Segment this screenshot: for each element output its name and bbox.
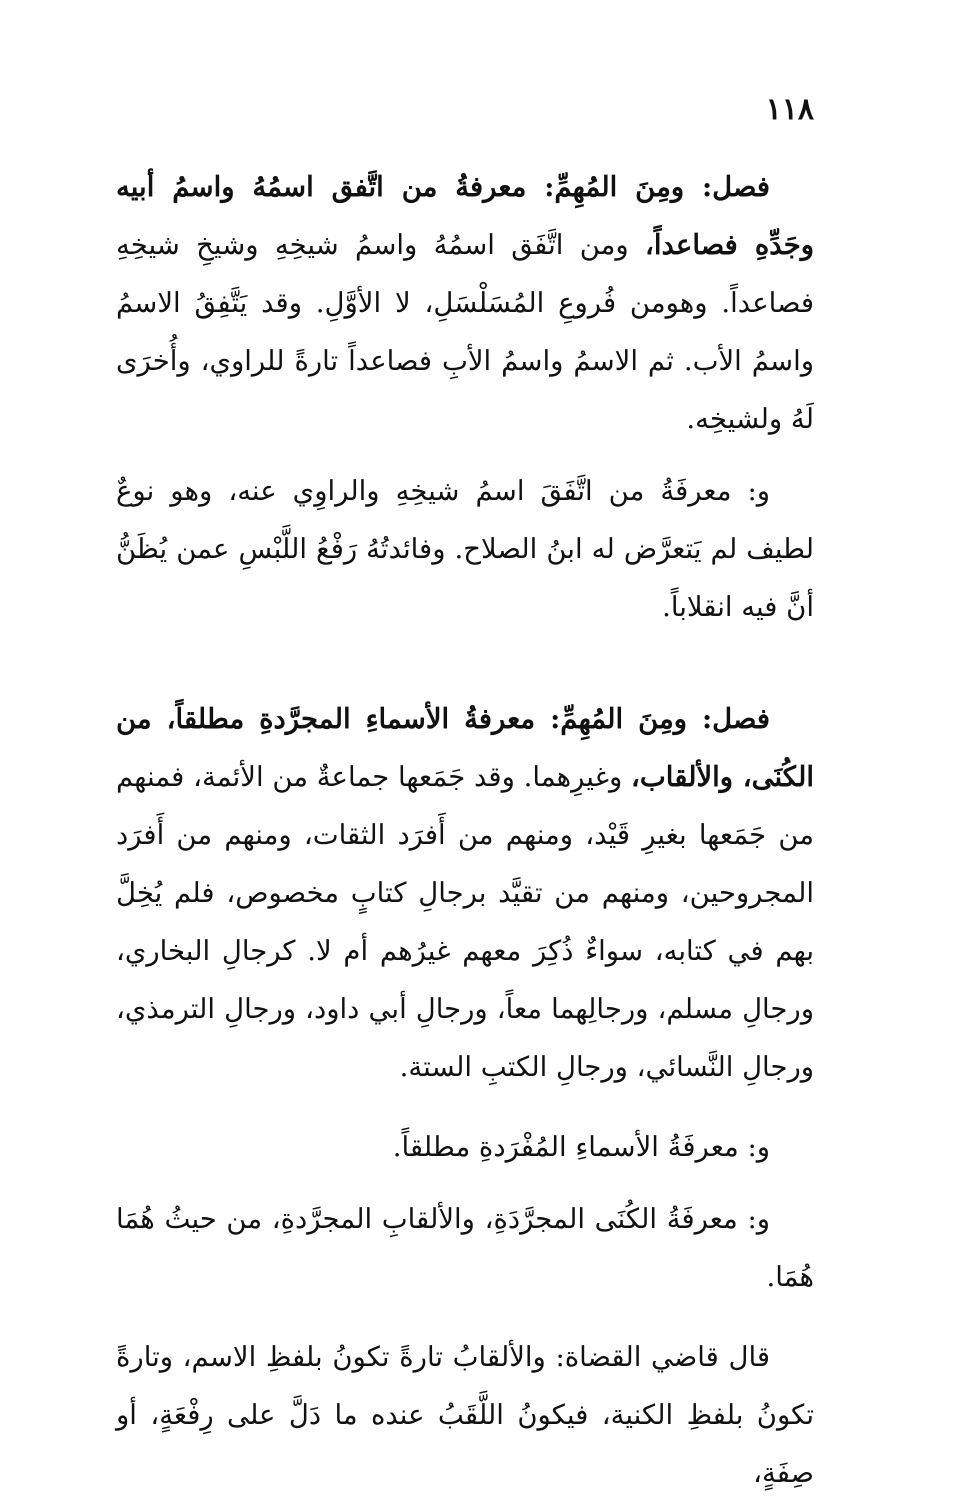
paragraph-1-text: ومن اتَّفَق اسمُهُ واسمُ شيخِهِ وشيخِ شيخِهِ فصاعداً. وهومن فُروعِ المُسَلْسَلِ، لا الأوَّلِ. وقد يَتَّفِقُ الاسمُ واسمُ الأب. ثم الاسمُ واسمُ الأبِ فصاعداً تارةً للراوي، وأُخرَى لَهُ ولشيخِه.: [116, 229, 814, 435]
paragraph-3-text: وغيرِهما. وقد جَمَعها جماعةٌ من الأئمة، فمنهم من جَمَعها بغيرِ قَيْد، ومنهم من أَفرَد الثقات، ومنهم من أَفرَد المجروحين، ومنهم من تقيَّد برجالِ كتابٍ مخصوص، فلم يُخِلَّ بهم في كتابه، سواءٌ ذُكِرَ معهم غيرُهم أم لا. كرجالِ البخاري، ورجالِ مسلم، ورجالِهما معاً، ورجالِ أبي داود، ورجالِ الترمذي، ورجالِ النَّسائي، ورجالِ الكتبِ الستة.: [116, 761, 814, 1083]
page-number: ١١٨: [765, 92, 814, 127]
paragraph-6: قال قاضي القضاة: والألقابُ تارةً تكونُ بلفظِ الاسم، وتارةً تكونُ بلفظِ الكنية، فيكونُ اللَّقَبُ عنده ما دَلَّ على رِفْعَةٍ، أو صِفَةٍ،: [116, 1341, 814, 1489]
paragraph-2: و: معرفَةُ من اتَّفَقَ اسمُ شيخِهِ والراوِي عنه، وهو نوعٌ لطيف لم يَتعرَّض له ابنُ الصلاح. وفائدتُهُ رَفْعُ اللَّبْسِ عمن يُظَنُّ أنَّ فيه انقلاباً.: [116, 475, 814, 623]
section-heading-2: فصل: ومِنَ المُهِمِّ: معرفةُ الأسماءِ المجرَّدةِ مطلقاً، من الكُنَى، والألقاب،: [116, 703, 814, 793]
paragraph-3: [116, 690, 814, 1096]
paragraph-1: [116, 158, 814, 448]
paragraph-5: و: معرفَةُ الكُنَى المجرَّدَةِ، والألقابِ المجرَّدةِ، من حيثُ هُمَا هُمَا.: [116, 1203, 814, 1293]
paragraph-4: و: معرفَةُ الأسماءِ المُفْرَدةِ مطلقاً.: [392, 1131, 770, 1163]
page-body: [116, 158, 814, 1502]
section-heading-1: فصل: ومِنَ المُهِمِّ: معرفةُ من اتَّفق اسمُهُ واسمُ أبيه وجَدِّهِ فصاعداً،: [116, 171, 814, 261]
